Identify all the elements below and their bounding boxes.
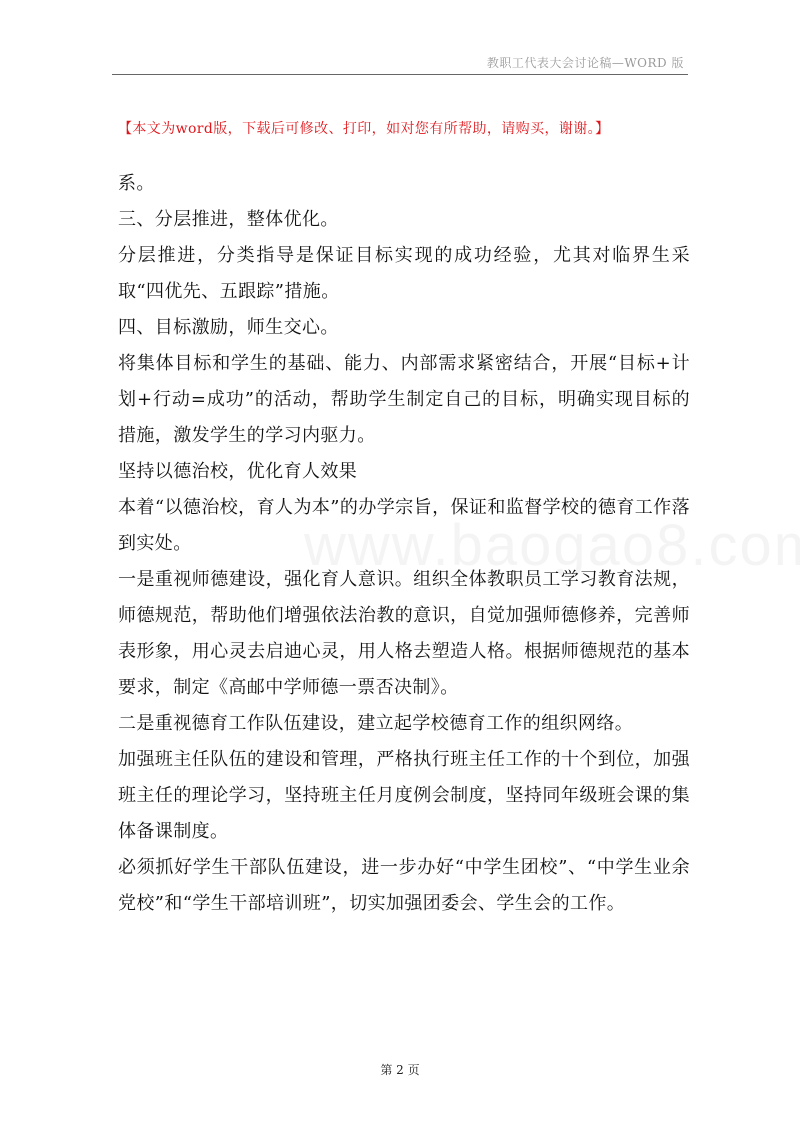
paragraph: 本着“以德治校，育人为本”的办学宗旨，保证和监督学校的德育工作落到实处。 (118, 497, 690, 554)
section-heading: 四、目标激励，师生交心。 (118, 317, 339, 338)
paragraph: 将集体目标和学生的基础、能力、内部需求紧密结合，开展“目标+计划+行动=成功”的活动，帮助学生制定自己的目标，明确实现目标的措施，激发学生的学习内驱力。 (118, 353, 690, 446)
paragraph: 必须抓好学生干部队伍建设，进一步办好“中学生团校”、“中学生业余党校”和“学生干部培训班”，切实加强团委会、学生会的工作。 (118, 857, 690, 914)
paragraph: 二是重视德育工作队伍建设，建立起学校德育工作的组织网络。 (118, 713, 634, 734)
paragraph: 一是重视师德建设，强化育人意识。组织全体教职员工学习教育法规，师德规范，帮助他们增强依法治教的意识，自觉加强师德修养，完善师表形象，用心灵去启迪心灵，用人格去塑造人格。根据师德规范的基本要求，制定《高邮中学师德一票否决制》。 (118, 569, 690, 698)
document-body (118, 166, 690, 922)
download-notice: 【本文为word版，下载后可修改、打印，如对您有所帮助，请购买，谢谢。】 (118, 121, 610, 137)
paragraph: 加强班主任队伍的建设和管理，严格执行班主任工作的十个到位，加强班主任的理论学习，坚持班主任月度例会制度，坚持同年级班会课的集体备课制度。 (118, 749, 690, 842)
paragraph: 系。 (118, 173, 155, 194)
header-divider (112, 74, 688, 75)
section-heading: 坚持以德治校，优化育人效果 (118, 461, 358, 482)
page-number: 第 2 页 (380, 1063, 420, 1077)
section-heading: 三、分层推进，整体优化。 (118, 209, 339, 230)
page-header: 教职工代表大会讨论稿—WORD 版 (486, 56, 684, 70)
paragraph: 分层推进，分类指导是保证目标实现的成功经验，尤其对临界生采取“四优先、五跟踪”措施。 (118, 245, 690, 302)
